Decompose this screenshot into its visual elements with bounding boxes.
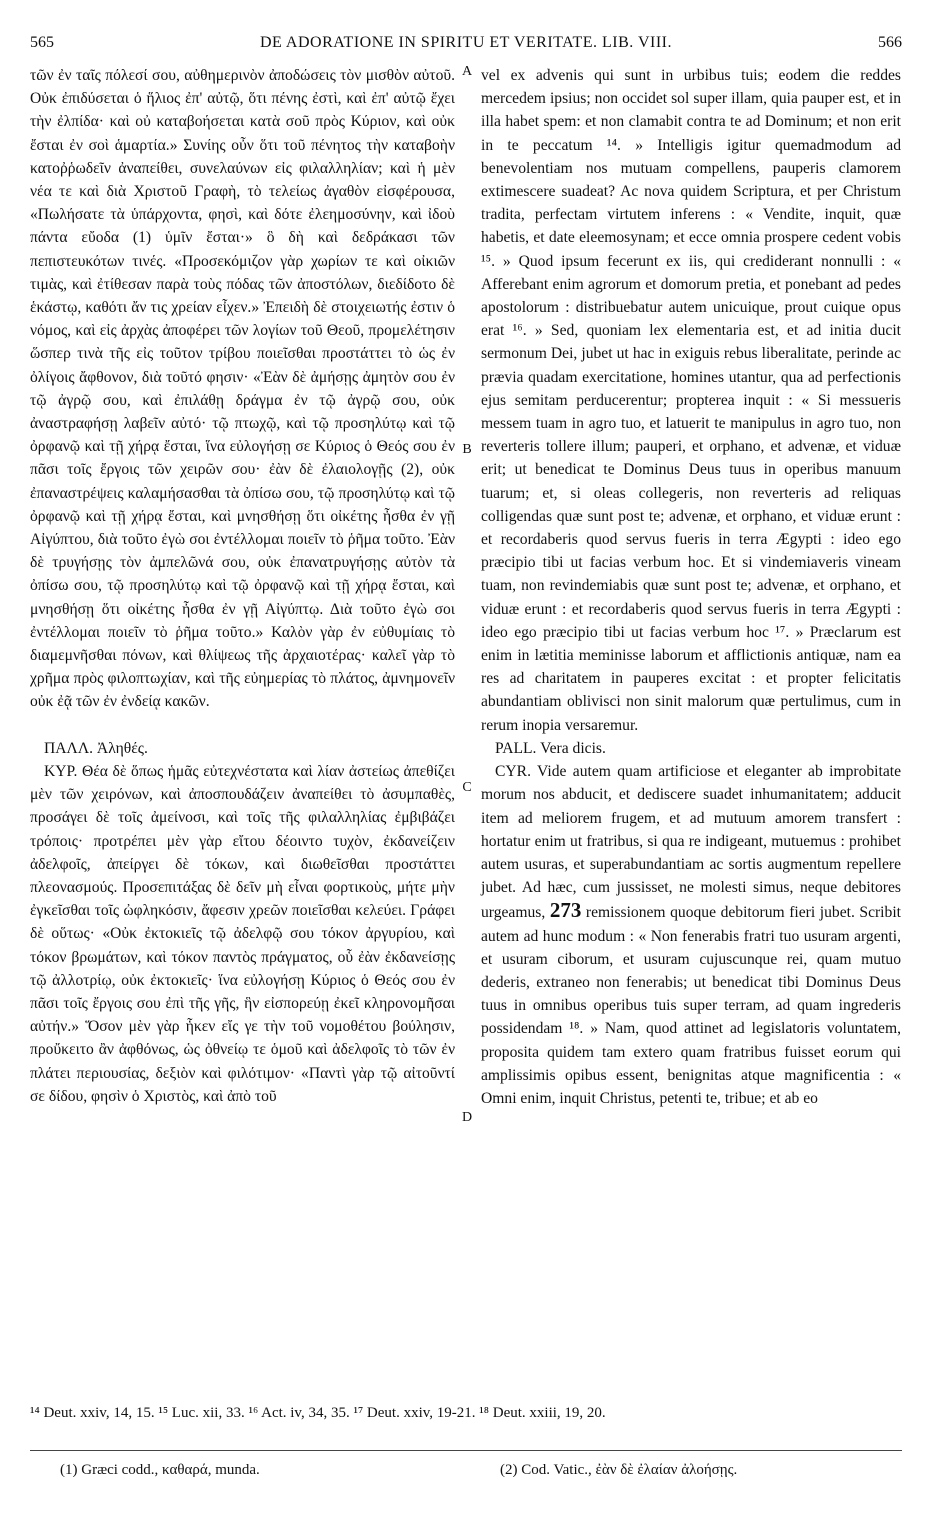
scripture-references: [30, 1402, 902, 1424]
latin-paragraph: vel ex advenis qui sunt in urbibus tuis; eodem die reddes mercedem ipsius; non occidet sol super illam, quia pauper est, et in illa habet spem: et non clamabit contra te ad Dominum; et non erit in te peccatum ¹⁴. » Intelligis igitur quemadmodum ad benevolentiam nos mutuam compellens, pauperis clamorem extimescere suadeat? Ac nova quidem Scriptura, et per Christum tradita, perfectam virtutem inferens : « Vendite, inquit, quæ habetis, et date eleemosynam; et ecce omnia prospere cedent vobis ¹⁵. » Quod ipsum fecerunt ex iis, qui crediderant nonnulli : « Afferebant enim agrorum et domorum pretia, et ponebant ad pedes apostolorum : distribuebatur autem unicuique, prout cuique opus erat ¹⁶. » Sed, quoniam lex elementaria est, et ad initia ducit sermonum Dei, jubet ut hac in exiguis rebus liberalitate, perinde ac prævia quadam exercitatione, homines utantur, qua ad perfectionis ejus semitam perducerentur; propterea inquit : « Si messueris messem tuam in agro tuo, et latuerit te manipulus in agro tuo, non reverteris tollere illum; pauperi, et orphano, et advenæ, et viduæ erit; ut benedicat te Dominus Deus tuus in operibus manuum tuarum; et, si oleas collegeris, non reverteris ad reliquas colligendas quæ sunt post te; advenæ, et orphano, et viduæ erunt : et recordaberis quod servus fueris in terra Ægypti : ideo ego præcipio tibi ut facias verbum hoc. Et si vindemiaveris vineam tuam, non revindemiabis quæ sunt post te; advenæ, et orphano, et viduæ erunt : et recordaberis quod servus fueris in terra Ægypti : ideo ego præcipio tibi ut facias verbum hoc ¹⁷. » Præclarum est enim in lætitia meminisse laborum et afflictionis antiquæ, nam ea res ad charitatem in pauperes excitat : et propter felicitatis abundantiam oblivisci non sinit malorum quæ pertulimus, cum in rerum inopia versaremur.: [481, 67, 901, 734]
running-title: DE ADORATIONE IN SPIRITU ET VERITATE. LIB. VIII.: [259, 34, 673, 51]
greek-paragraph: τῶν ἐν ταῖς πόλεσί σου, αὐθημερινὸν ἀποδώσεις τὸν μισθὸν αὐτοῦ. Οὐκ ἐπιδύσεται ὁ ἥλιος ἐπ' αὐτῷ, ὅτι πένης ἐστὶ, καὶ ἐπ' αὐτῷ ἔχει τὴν ἐλπίδα· καὶ οὐ καταβοήσεται κατὰ σοῦ πρὸς Κύριον, καὶ οὐκ ἔσται ἐν σοὶ ἁμαρτία.» Συνίης οὖν ὅτι τοῦ πένητος τὴν καταβοὴν κατοῤῥωδεῖν ἀναπείθει, συνελαύνων εἰς φιλαλληλίαν; καὶ ἡ μὲν νέα τε καὶ διὰ Χριστοῦ Γραφὴ, τὸ τελείως ἀγαθὸν εἰσφέρουσα, «Πωλήσατε τὰ ὑπάρχοντα, φησὶ, καὶ δότε ἐλεημοσύνην, καὶ ἰδοὺ πάντα εὔοδα (1) ὑμῖν ἔσται·» ὃ δὴ καὶ δεδράκασι τῶν πεπιστευκότων τινές. «Προσεκόμιζον γὰρ χωρίων τε καὶ οἰκιῶν τιμὰς, καὶ ἐτίθεσαν παρὰ τοὺς πόδας τῶν ἀποστόλων, διεδίδοτο δὲ ἑκάστῳ, καθότι ἄν τις χρείαν εἶχεν.» Ἐπειδὴ δὲ στοιχειωτής ἐστιν ὁ νόμος, καὶ εἰς ἀρχὰς ἀποφέρει τῶν λογίων τοῦ Θεοῦ, προμελέτησιν ὥσπερ τινὰ τῆς εἰς τοῦτον τρίβου ποιεῖσθαι προστάττει τὸ ὡς ἐν ὀλίγοις ἄφθονον, διὰ τοῦτό φησιν· «Ἐὰν δὲ ἀμήσῃς ἀμητὸν σου ἐν τῷ ἀγρῷ σου, καὶ ἐπιλάθῃ δράγμα ἐν τῷ ἀγρῷ σου, οὐκ ἀναστραφήσῃ λαβεῖν αὐτό· τῷ πτωχῷ, καὶ τῷ προσηλύτῳ καὶ τῷ ὀρφανῷ καὶ τῇ χήρᾳ ἔσται, ἵνα εὐλογήσῃ σε Κύριος ὁ Θεός σου ἐν πᾶσι τοῖς ἔργοις τῶν χειρῶν σου· ἐὰν δὲ ἐλαιολογῇς (2), οὐκ ἐπαναστρέψεις καλαμήσασθαι τὰ ὀπίσω σου, τῷ προσηλύτῳ καὶ τῷ ὀρφανῷ καὶ τῇ χήρᾳ ἔσται, καὶ μνησθήσῃ ὅτι οἰκέτης ἦσθα ἐν γῇ Αἰγύπτου, διὰ τοῦτο ἐγὼ σοι ἐντέλλομαι ποιεῖν τὸ ῥῆμα τοῦτο. Ἐὰν δὲ τρυγήσῃς τὸν ἀμπελῶνά σου, οὐκ ἐπανατρυγήσῃς αὐτὸν τὰ ὀπίσω σου, τῷ προσηλύτῳ καὶ τῷ ὀρφανῷ καὶ τῇ χήρᾳ ἔσται, καὶ μνησθήσῃ ὅτι οἰκέτης ἦσθα ἐν γῇ Αἰγύπτῳ. Διὰ τοῦτο ἐγὼ σοι ἐντέλλομαι ποιεῖν τὸ ῥῆμα τοῦτο.» Καλὸν γὰρ ἐν εὐθυμίαις τὸ διαμεμνῆσθαι πόνων, καὶ θλίψεως τῆς ἀρχαιοτέρας· καλεῖ γὰρ τὸ χρῆμα πρὸς φιλοπτωχίαν, καὶ τῆς εὐημερίας τὸ πλάτος, ἀμνημονεῖν οὐκ ἐᾷ τῶν ἐν ἐνδείᾳ κακῶν.: [30, 67, 455, 711]
running-header: [30, 34, 902, 58]
column-number: 273: [549, 898, 582, 923]
latin-paragraph: [481, 760, 901, 1110]
page-number-left: 565: [30, 34, 54, 51]
latin-paragraph-part: CYR. Vide autem quam artificiose et eleganter ab improbitate morum nos abducit, et dediscere suadet inhumanitatem; adducit item ad meliorem frugem, et ad mutuum amorem transfert : hortatur enim ut fratribus, si qua re indigeant, mutuemus : prohibet autem usuras, et superabundantiam ac sortis augmentum repellere jubet. Ad hæc, cum jussisset, ne molesti simus, neque debitores urgeamus,: [481, 763, 901, 922]
scripture-notes-line: ¹⁴ Deut. xxiv, 14, 15. ¹⁵ Luc. xii, 33. ¹⁶ Act. iv, 34, 35. ¹⁷ Deut. xxiv, 19-21. ¹⁸ Deut. xxiii, 19, 20.: [30, 1405, 606, 1421]
margin-letter-c: C: [462, 780, 472, 795]
greek-speaker-line: ΠΑΛΛ. Ἀληθές.: [44, 739, 148, 757]
page-number-right: 566: [878, 34, 902, 51]
margin-letter-d: D: [461, 1110, 473, 1125]
margin-letter-b: B: [462, 442, 472, 457]
footnote-2: (2) Cod. Vatic., ἐὰν δὲ ἐλαίαν ἀλοήσῃς.: [500, 1462, 738, 1478]
margin-letter-a: A: [461, 64, 473, 79]
latin-paragraph-part: remissionem quoque debitorum fieri jubet. Scribit autem ad hunc modum : « Non fenerabis fratri tuo usuram argenti, et usuram ciborum, et usuram cujuscunque rei, quam mutuo dederis, extraneo non fenerabis; ut benedicat tibi Dominus Deus tuus in omnibus operibus tuis super terram, ad quam ingrederis possidendam ¹⁸. » Nam, quod attinet ad legislatoris voluntatem, proposita quidem tam extero quam fratribus fuisset eorum qui amplissimis opibus essent, benignitas atque magnificentia : « Omni enim, inquit Christus, petenti te, tribue; et ab eo: [481, 904, 901, 1107]
footnote-divider: [30, 1450, 902, 1451]
latin-column: [481, 64, 901, 1110]
latin-speaker-line: PALL. Vera dicis.: [495, 739, 606, 757]
greek-paragraph: ΚΥΡ. Θέα δὲ ὅπως ἡμᾶς εὐτεχνέστατα καὶ λίαν ἀστείως ἀπεθίζει μὲν τῶν χειρόνων, καὶ ἀποσπουδάζειν ἀναπείθει τὸ ἀσυμπαθὲς, προσάγει δὲ τοῖς ἀμείνοσι, καὶ τοῖς τῆς φιλαλληλίας ἐμβιβάζει τρόποις· προτρέπει μὲν γὰρ εἴτου δέοιντο τυχὸν, ἐκδανείζειν ἀδελφοῖς, ἀπείργει δὲ τόκων, καὶ διωθεῖσθαι προστάττει πλεονασμούς. Προσεπιτάξας δὲ δεῖν μὴ εἶναι φορτικοὺς, μήτε μὴν ἐγκεῖσθαι τοῖς ὠφληκόσιν, ἄφεσιν χρεῶν ποιεῖσθαι κελεύει. Γράφει δὲ οὕτως· «Οὐκ ἐκτοκιεῖς τῷ ἀδελφῷ σου τόκον ἀργυρίου, καὶ τόκον βρωμάτων, καὶ τόκον παντὸς πράγματος, οὗ ἐὰν ἐκδανείσῃς τῷ ἀλλοτρίῳ, οὐκ ἐκτοκιεῖς· ἵνα εὐλογήσῃ Κύριος ὁ Θεός σου ἐν πᾶσι τοῖς ἔργοις σου ἐπὶ τῆς γῆς, ἣν εἰσπορεύῃ ἐκεῖ κληρονομῆσαι αὐτήν.» Ὅσον μὲν γὰρ ἧκεν εἴς γε τὴν τοῦ νομοθέτου βούλησιν, προὔκειτο ἂν ἀφθόνως, ὡς ὀθνείῳ τε ὁμοῦ καὶ ἀδελφοῖς τὸ τῶν ἐν πλάτει περιουσίας, δεξιὸν καὶ φιλότιμον· «Παντὶ γὰρ τῷ αἰτοῦντί σε δίδου, φησὶν ὁ Χριστὸς, καὶ ἀπὸ τοῦ: [30, 762, 455, 1105]
greek-column: [30, 64, 455, 1108]
footnote-1: (1) Græci codd., καθαρά, munda.: [60, 1462, 260, 1478]
